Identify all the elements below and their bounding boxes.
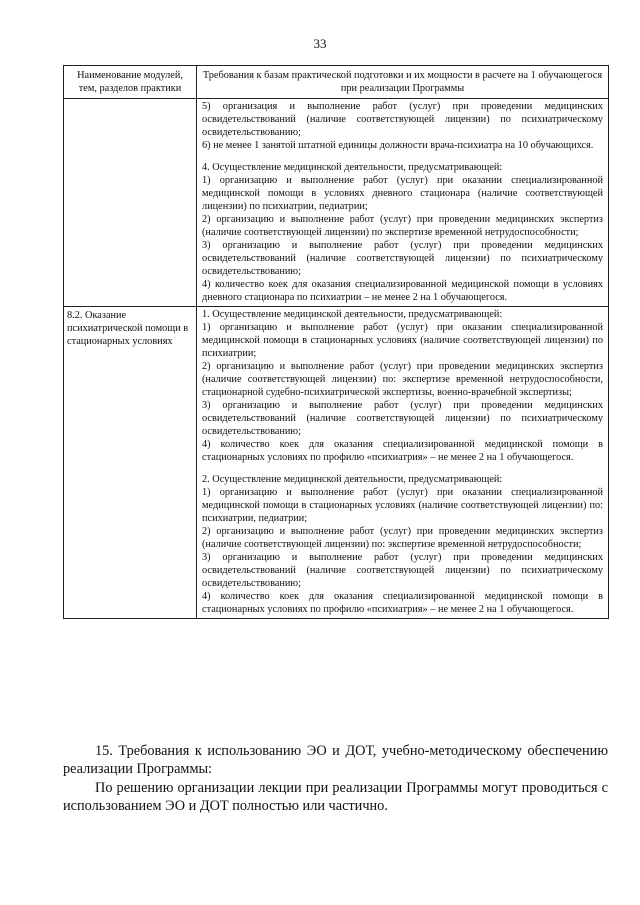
requirements-cell [197,307,609,619]
requirement-block [202,100,603,152]
table-row [64,307,609,619]
requirement-item: 3) организацию и выполнение работ (услуг) при проведении медицинских освидетельствований (наличие соответствующей лицензии) по психиатрическому освидетельствованию; [202,552,603,589]
requirement-item: 6) не менее 1 занятой штатной единицы должности врача-психиатра на 10 обучающихся. [202,140,594,151]
requirement-item: 2) организацию и выполнение работ (услуг) при проведении медицинских экспертиз (наличие соответствующей лицензии) по: экспертизе временной нетрудоспособности, стационарной судебно-психиатрической экспертизы, военно-врачебной экспертизы; [202,361,603,398]
requirement-item: 4) количество коек для оказания специализированной медицинской помощи в стационарных условиях по профилю «психиатрия» – не менее 2 на 1 обучающегося. [202,439,603,463]
requirement-item: 3) организацию и выполнение работ (услуг) при проведении медицинских освидетельствований (наличие соответствующей лицензии) по психиатрическому освидетельствованию; [202,400,603,437]
requirement-item: 1. Осуществление медицинской деятельности, предусматривающей: [202,309,503,320]
header-module-names: Наименование модулей, тем, разделов практики [64,66,197,99]
table-body [64,99,609,619]
requirement-item: 5) организация и выполнение работ (услуг) при проведении медицинских освидетельствований (наличие соответствующей лицензии) по психиатрическому освидетельствованию; [202,101,603,138]
requirement-item: 2) организацию и выполнение работ (услуг) при проведении медицинских экспертиз (наличие соответствующей лицензии) по экспертизе временной нетрудоспособности; [202,214,603,238]
requirement-block [202,308,603,464]
requirements-table [63,65,609,619]
module-name-cell [64,99,197,307]
requirement-item: 1) организацию и выполнение работ (услуг) при оказании специализированной медицинской помощи в условиях дневного стационара (наличие соответствующей лицензии) по психиатрии, педиатрии; [202,175,603,212]
header-requirements: Требования к базам практической подготовки и их мощности в расчете на 1 обучающегося при реализации Программы [197,66,609,99]
requirement-item: 1) организацию и выполнение работ (услуг) при оказании специализированной медицинской помощи в стационарных условиях (наличие соответствующей лицензии) по: психиатрии, педиатрии; [202,487,603,524]
requirements-cell [197,99,609,307]
requirement-item: 4. Осуществление медицинской деятельности, предусматривающей: [202,162,503,173]
requirement-block [202,161,603,304]
module-name-cell: 8.2. Оказание психиатрической помощи в стационарных условиях [64,307,197,619]
lecture-paragraph: По решению организации лекции при реализации Программы могут проводиться с использованием ЭО и ДОТ полностью или частично. [63,780,608,814]
requirement-item: 4) количество коек для оказания специализированной медицинской помощи в условиях дневного стационара по психиатрии – не менее 2 на 1 обучающегося. [202,279,603,303]
requirement-item: 4) количество коек для оказания специализированной медицинской помощи в стационарных условиях по профилю «психиатрия» – не менее 2 на 1 обучающегося. [202,591,603,615]
table-row [64,99,609,307]
section-15-heading: 15. Требования к использованию ЭО и ДОТ, учебно-методическому обеспечению реализации Программы: [63,743,608,777]
requirement-item: 1) организацию и выполнение работ (услуг) при оказании специализированной медицинской помощи в стационарных условиях (наличие соответствующей лицензии) по психиатрии; [202,322,603,359]
requirement-item: 3) организацию и выполнение работ (услуг) при проведении медицинских освидетельствований (наличие соответствующей лицензии) по психиатрическому освидетельствованию; [202,240,603,277]
requirement-block [202,473,603,616]
page-number: 33 [313,36,327,51]
table-header-row [64,66,609,99]
requirement-item: 2) организацию и выполнение работ (услуг) при проведении медицинских экспертиз (наличие соответствующей лицензии) по: экспертизе временной нетрудоспособности; [202,526,603,550]
requirement-item: 2. Осуществление медицинской деятельности, предусматривающей: [202,474,503,485]
